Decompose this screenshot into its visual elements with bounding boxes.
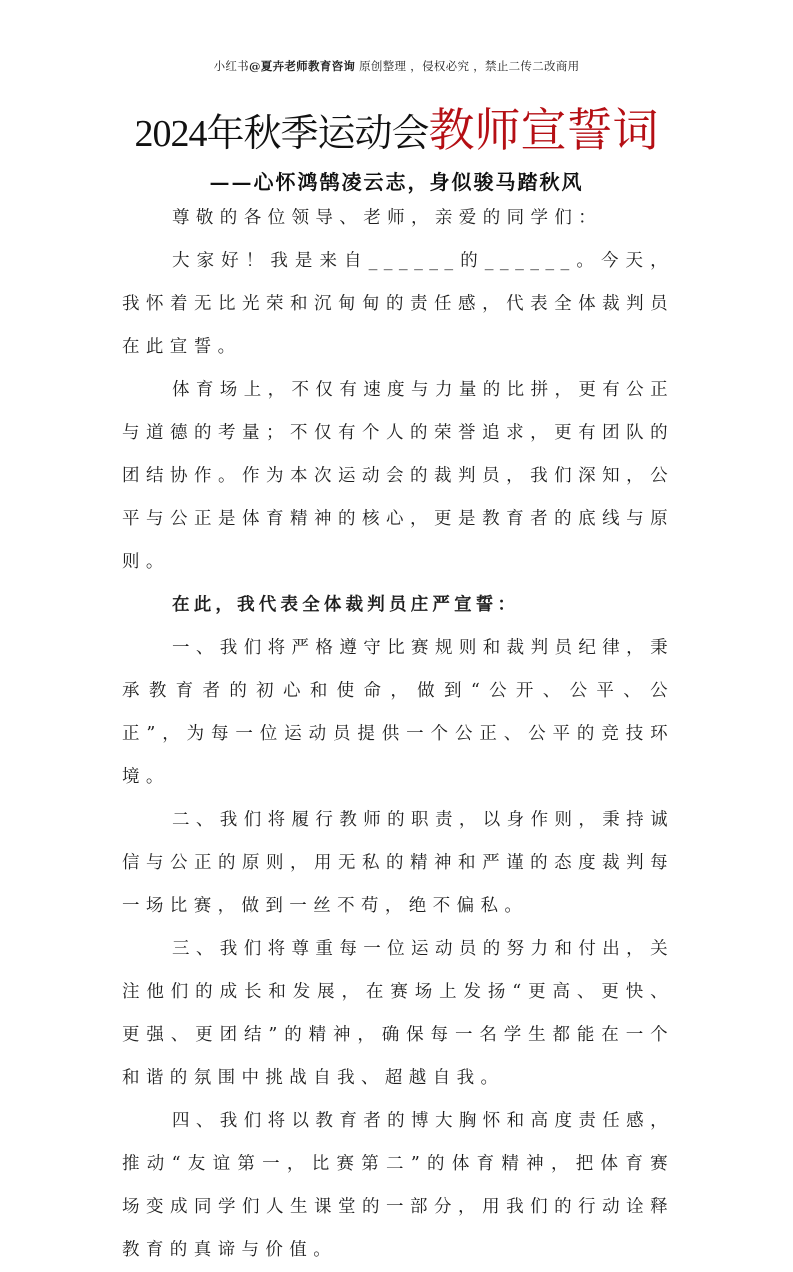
oath-lead-paragraph: 在此，我代表全体裁判员庄严宣誓： xyxy=(172,595,520,615)
header-handle: @夏卉老师教育咨询 xyxy=(248,59,356,73)
context-paragraph: 体育场上，不仅有速度与力量的比拼，更有公正与道德的考量；不仅有个人的荣誉追求，更有团队的团结协作。作为本次运动会的裁判员，我们深知，公平与公正是体育精神的核心，更是教育者的底线与原则。 xyxy=(122,380,674,572)
greeting-paragraph: 尊敬的各位领导、老师，亲爱的同学们： xyxy=(172,208,603,228)
oath-item-4: 四、我们将以教育者的博大胸怀和高度责任感，推动“友谊第一，比赛第二”的体育精神，把体育赛场变成同学们人生课堂的一部分，用我们的行动诠释教育的真谛与价值。 xyxy=(122,1111,674,1260)
title-black-part: 2024年秋季运动会 xyxy=(134,113,429,155)
document-body xyxy=(122,197,674,1272)
page-subtitle: ——心怀鸿鹄凌云志，身似骏马踏秋风 xyxy=(209,170,584,194)
title-red-part: 教师宣誓词 xyxy=(428,103,659,157)
header-suffix: 原创整理 ，侵权必究 ，禁止二传二改商用 xyxy=(355,59,580,73)
oath-item-3: 三、我们将尊重每一位运动员的努力和付出，关注他们的成长和发展，在赛场上发扬“更高、更快、更强、更团结”的精神，确保每一名学生都能在一个和谐的氛围中挑战自我、超越自我。 xyxy=(122,939,674,1088)
intro-paragraph: 大家好！我是来自______的______。今天，我怀着无比光荣和沉甸甸的责任感，代表全体裁判员在此宣誓。 xyxy=(122,251,674,357)
copyright-header-note xyxy=(0,58,793,74)
header-prefix: 小红书 xyxy=(213,59,249,73)
oath-item-2: 二、我们将履行教师的职责，以身作则，秉持诚信与公正的原则，用无私的精神和严谨的态度裁判每一场比赛，做到一丝不苟，绝不偏私。 xyxy=(122,810,674,916)
page-title xyxy=(0,104,793,167)
oath-item-1: 一、我们将严格遵守比赛规则和裁判员纪律，秉承教育者的初心和使命，做到“公开、公平、公正”，为每一位运动员提供一个公正、公平的竞技环境。 xyxy=(122,638,674,787)
